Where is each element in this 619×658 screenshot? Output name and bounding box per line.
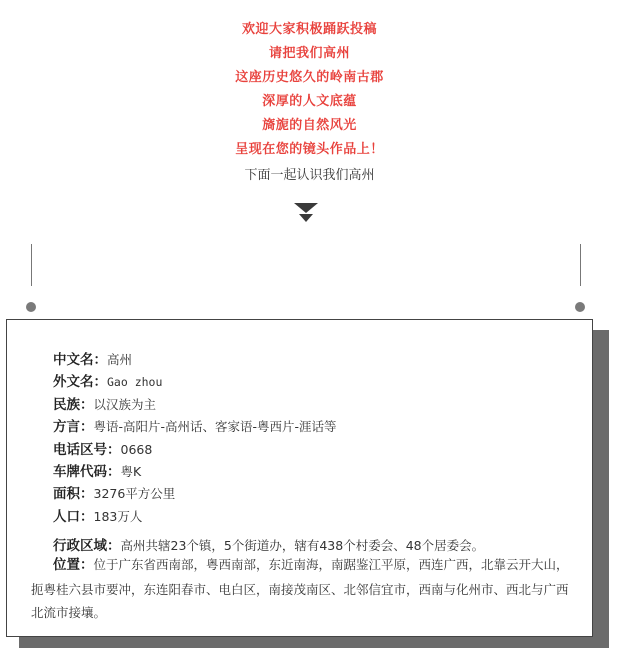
intro-header bbox=[0, 18, 619, 188]
info-label: 面积： bbox=[53, 486, 94, 503]
info-label: 行政区域： bbox=[53, 538, 121, 555]
left-hanging-line bbox=[31, 244, 32, 286]
info-value: 高州 bbox=[107, 352, 133, 367]
info-label: 电话区号： bbox=[53, 441, 121, 458]
info-card bbox=[6, 319, 593, 637]
info-value: 183万人 bbox=[93, 508, 143, 524]
info-row-foreign-name bbox=[53, 371, 573, 393]
info-row-area-code bbox=[53, 439, 573, 461]
info-value: 高州共辖23个镇，5个街道办，辖有438个村委会、48个居委会。 bbox=[120, 538, 485, 554]
intro-line-6: 呈现在您的镜头作品上！ bbox=[235, 142, 384, 157]
intro-line-4: 深厚的人文底蕴 bbox=[262, 94, 357, 109]
info-row-ethnicity bbox=[53, 394, 573, 416]
info-value: 位于广东省西南部，粤西南部，东近南海，南踞鉴江平原，西连广西，北靠云开大山，扼粤桂六县市要冲，东连阳春市、电白区，南接茂南区、北邻信宜市，西南与化州市、西北与广西北流市接壤。 bbox=[31, 557, 569, 620]
left-hanging-dot bbox=[26, 302, 36, 312]
intro-line-3: 这座历史悠久的岭南古郡 bbox=[235, 70, 384, 85]
double-down-arrow-icon bbox=[293, 203, 319, 223]
info-row-location bbox=[31, 553, 576, 625]
info-label: 中文名： bbox=[53, 352, 107, 368]
info-value: Gao zhou bbox=[107, 375, 163, 390]
info-value: 3276平方公里 bbox=[93, 486, 176, 502]
intro-subline: 下面一起认识我们高州 bbox=[244, 168, 375, 183]
info-value: 0668 bbox=[120, 441, 153, 457]
info-row-population bbox=[53, 506, 573, 528]
info-row-dialect bbox=[53, 416, 573, 438]
info-label: 方言： bbox=[53, 419, 94, 436]
info-value: 粤语-高阳片-高州话、客家语-粤西片-涯话等 bbox=[93, 419, 337, 435]
info-row-area bbox=[53, 483, 573, 505]
right-hanging-dot bbox=[575, 302, 585, 312]
info-label: 车牌代码： bbox=[53, 463, 121, 480]
info-value: 以汉族为主 bbox=[93, 396, 157, 412]
info-label: 人口： bbox=[53, 508, 94, 525]
info-label: 民族： bbox=[53, 396, 94, 413]
info-list bbox=[53, 349, 573, 558]
info-row-chinese-name bbox=[53, 349, 573, 371]
intro-line-2: 请把我们高州 bbox=[268, 46, 350, 61]
right-hanging-line bbox=[580, 244, 581, 286]
info-row-plate-code bbox=[53, 461, 573, 483]
intro-line-5: 旖旎的自然风光 bbox=[262, 118, 357, 133]
info-label: 位置： bbox=[53, 557, 94, 573]
intro-line-1: 欢迎大家积极踊跃投稿 bbox=[241, 22, 377, 37]
info-label: 外文名： bbox=[53, 374, 107, 391]
info-value: 粤K bbox=[120, 463, 142, 479]
